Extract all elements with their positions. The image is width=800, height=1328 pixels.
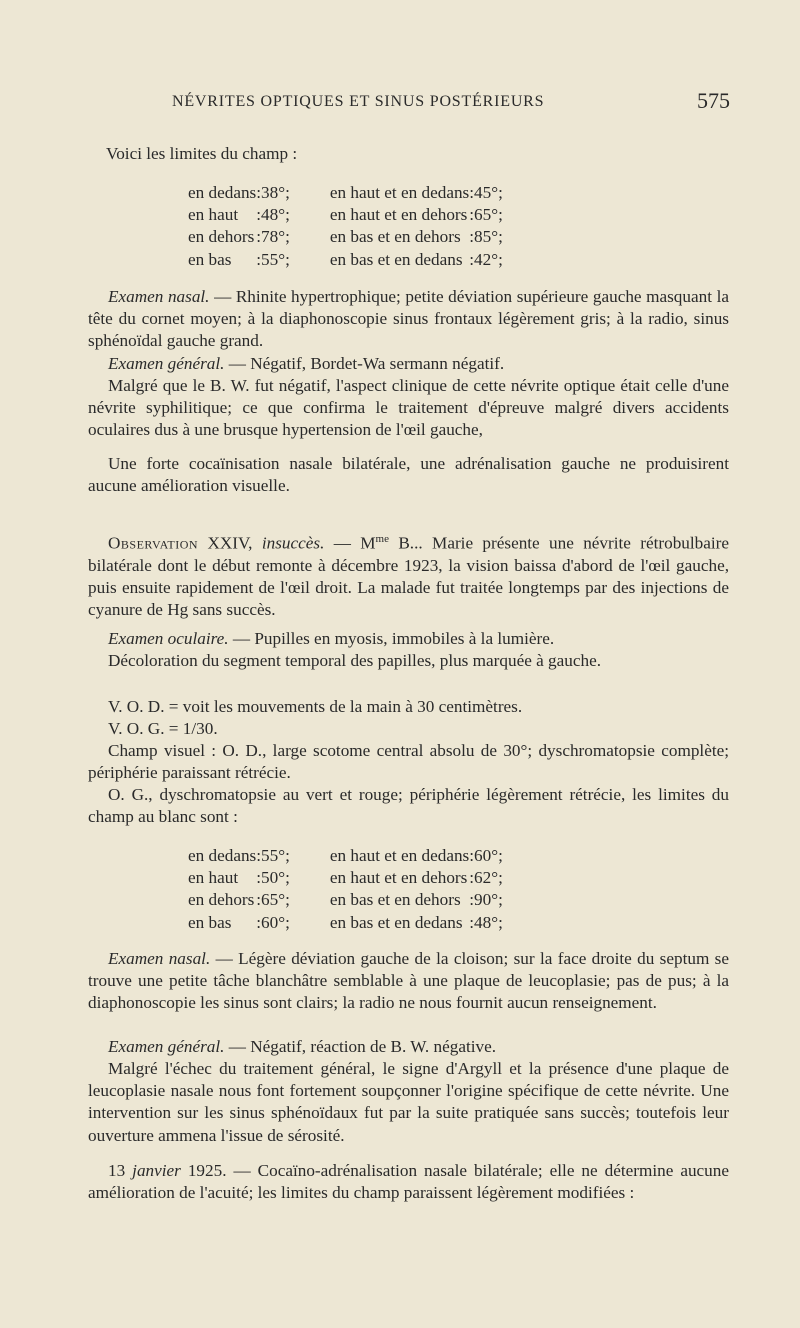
vog-line: V. O. G. = 1/30. (108, 719, 218, 738)
column-gap (290, 249, 330, 271)
observation-outcome: insuccès. (261, 533, 325, 553)
limit-value: 50°; (261, 868, 290, 888)
nasal-exam-label-2: Examen nasal. (108, 949, 211, 968)
page-number: 575 (697, 88, 730, 113)
observation-label: Observation (108, 533, 199, 553)
limit-label: en haut et en dehors (329, 205, 468, 225)
running-header: NÉVRITES OPTIQUES ET SINUS POSTÉRIEURS (172, 93, 545, 110)
colon-separator: : (469, 890, 475, 910)
limit-value: 62°; (474, 868, 503, 888)
colon-separator: : (256, 890, 262, 910)
limit-label: en haut et en dedans (329, 846, 470, 865)
observation-text: B... Marie présente une névrite rétrobulbaire bilatérale dont le début remonte à décembre 1923, la vision baissa d'abord de l'œil gauche, puis ensuite rapidement de l'œil droit. La malade fut traitée longtemps par des injections de cyanure de Hg sans succès. (88, 533, 730, 620)
limit-value: 48°; (261, 205, 290, 225)
field-limit-row (188, 867, 503, 889)
general-exam-text: — Négatif, Bordet-Wa sermann négatif. (224, 354, 505, 373)
column-gap (290, 226, 330, 248)
column-gap (290, 182, 330, 204)
column-gap (290, 867, 330, 889)
colon-separator: : (256, 249, 262, 269)
limit-label: en bas et en dehors (329, 227, 461, 247)
colon-separator: : (256, 205, 262, 225)
limit-value: 65°; (261, 890, 290, 910)
observation-dash: — M (324, 533, 376, 553)
nasal-exam-text: — Rhinite hypertrophique; petite déviation supérieure gauche masquant la tête du cornet moyen; à la diaphonoscopie sinus frontaux légèrement gris; à la radio, sinus sphénoïdal gauche grand. (88, 287, 729, 351)
og-paragraph: O. G., dyschromatopsie au vert et rouge; périphérie légèrement rétrécie, les limites du champ au blanc sont : (88, 785, 729, 827)
colon-separator: : (469, 912, 475, 932)
general-exam-label: Examen général. (108, 354, 225, 373)
limit-label: en bas (188, 912, 232, 932)
observation-intro-paragraph (88, 528, 729, 622)
limit-label: en haut (188, 868, 239, 888)
column-gap (290, 204, 330, 226)
limit-label: en haut et en dehors (329, 868, 468, 888)
field-limits-table-2 (188, 845, 503, 934)
field-limit-row (188, 889, 503, 911)
colon-separator: : (469, 846, 475, 865)
limit-value: 90°; (474, 890, 503, 910)
limit-value: 85°; (474, 227, 503, 247)
colon-separator: : (469, 183, 475, 202)
column-gap (290, 845, 330, 867)
limit-label: en haut et en dedans (329, 183, 470, 202)
limit-value: 48°; (474, 912, 503, 932)
mme-superscript: me (375, 533, 389, 545)
colon-separator: : (469, 227, 475, 247)
decoloration-paragraph: Décoloration du segment temporal des papilles, plus marquée à gauche. (108, 651, 602, 670)
limit-value: 45°; (474, 183, 503, 202)
limit-value: 38°; (261, 183, 290, 202)
ocular-exam-paragraph (88, 628, 729, 650)
limit-value: 60°; (261, 912, 290, 932)
limit-label: en dedans (188, 183, 257, 202)
colon-separator: : (469, 249, 475, 269)
limit-label: en bas (188, 249, 232, 269)
january-paragraph (88, 1160, 729, 1204)
limit-label: en bas et en dedans (329, 249, 463, 269)
vod-line: V. O. D. = voit les mouvements de la main à 30 centimètres. (108, 697, 523, 716)
limit-value: 55°; (261, 846, 290, 865)
field-limit-row (188, 182, 503, 204)
ocular-exam-label: Examen oculaire. (108, 629, 229, 648)
nasal-exam-paragraph-1 (88, 286, 729, 353)
nasal-exam-text-2: — Légère déviation gauche de la cloison; sur la face droite du septum se trouve une petite tâche blanchâtre semblable à une plaque de leucoplasie; pas de pus; à la diaphonoscopie les sinus sont clairs; la radio ne nous fournit aucun renseignement. (88, 949, 729, 1013)
january-text: 1925. — Cocaïno-adrénalisation nasale bilatérale; elle ne détermine aucune amélioration de l'acuité; les limites du champ paraissent légèrement modifiées : (88, 1161, 729, 1203)
colon-separator: : (256, 183, 262, 202)
date-day: 13 (108, 1161, 126, 1180)
colon-separator: : (256, 846, 262, 865)
limit-value: 78°; (261, 227, 290, 247)
colon-separator: : (256, 912, 262, 932)
field-limit-row (188, 845, 503, 867)
cocainisation-paragraph: Une forte cocaïnisation nasale bilatérale, une adrénalisation gauche ne produisirent aucune amélioration visuelle. (88, 454, 729, 496)
colon-separator: : (256, 227, 262, 247)
general-exam-label-2: Examen général. (108, 1037, 225, 1056)
colon-separator: : (469, 205, 475, 225)
limit-label: en bas et en dehors (329, 890, 461, 910)
limit-label: en dehors (188, 227, 255, 247)
limit-label: en bas et en dedans (329, 912, 463, 932)
limit-value: 60°; (474, 846, 503, 865)
observation-number: XXIV, (207, 533, 253, 553)
nasal-exam-paragraph-2 (88, 948, 729, 1015)
ocular-exam-text: — Pupilles en myosis, immobiles à la lumière. (228, 629, 555, 648)
nasal-exam-label: Examen nasal. (108, 287, 210, 306)
column-gap (290, 912, 330, 934)
limit-label: en dehors (188, 890, 255, 910)
malgre-paragraph-2: Malgré l'échec du traitement général, le signe d'Argyll et la présence d'une plaque de leucoplasie nasale nous font fortement soupçonner l'origine spécifique de cette névrite. Une intervention sur les sinus sphénoïdaux fut par la suite pratiquée sans succès; toutefois leur ouverture ammena l'issue de sérosité. (88, 1059, 729, 1145)
general-exam-text-2: — Négatif, réaction de B. W. négative. (224, 1037, 497, 1056)
field-limit-row (188, 226, 503, 248)
field-intro: Voici les limites du champ : (106, 144, 298, 163)
visual-field-paragraph: Champ visuel : O. D., large scotome central absolu de 30°; dyschromatopsie complète; périphérie paraissant rétrécie. (88, 741, 729, 783)
field-limits-table-1 (188, 182, 503, 271)
colon-separator: : (469, 868, 475, 888)
general-exam-paragraph-1 (88, 353, 729, 375)
general-exam-paragraph-2 (88, 1036, 729, 1058)
limit-value: 55°; (261, 249, 290, 269)
field-limit-row (188, 204, 503, 226)
column-gap (290, 889, 330, 911)
malgre-paragraph-1: Malgré que le B. W. fut négatif, l'aspect clinique de cette névrite optique était celle d'une névrite syphilitique; ce que confirma le traitement d'épreuve malgré divers accidents oculaires dus à une brusque hypertension de l'œil gauche, (88, 376, 729, 440)
field-limit-row (188, 249, 503, 271)
colon-separator: : (256, 868, 262, 888)
limit-label: en dedans (188, 846, 257, 865)
limit-value: 42°; (474, 249, 503, 269)
field-limit-row (188, 912, 503, 934)
limit-label: en haut (188, 205, 239, 225)
date-month: janvier (132, 1161, 181, 1180)
limit-value: 65°; (474, 205, 503, 225)
